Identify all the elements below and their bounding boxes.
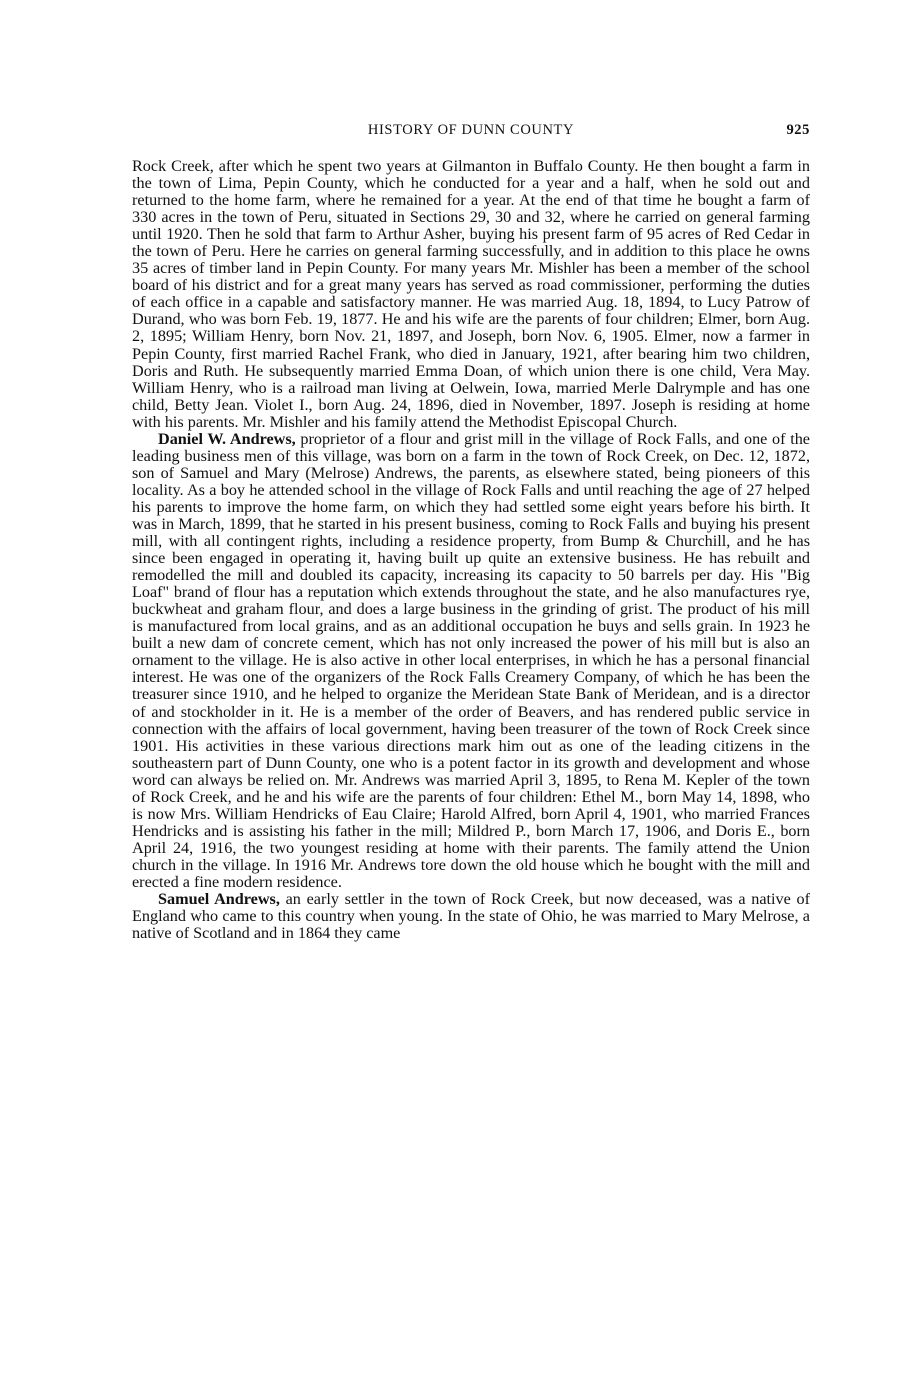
paragraph-text: Rock Creek, after which he spent two years at Gilmanton in Buffalo County. He then bought a farm in the town of Lima, Pepin County, which he conducted for a year and a half, when he sold out and returned to the home farm, where he remained for a year. At the end of that time he bought a farm of 330 acres in the town of Peru, situated in Sections 29, 30 and 32, where he carried on general farming until 1920. Then he sold that farm to Arthur Asher, buying his present farm of 95 acres of Red Cedar in the town of Peru. Here he carries on general farming successfully, and in addition to this place he owns 35 acres of timber land in Pepin County. For many years Mr. Mishler has been a member of the school board of his district and for a great many years has served as road commissioner, performing the duties of each office in a capable and satisfactory manner. He was married Aug. 18, 1894, to Lucy Patrow of Durand, who was born Feb. 19, 1877. He and his wife are the parents of four children; Elmer, born Aug. 2, 1895; William Henry, born Nov. 21, 1897, and Joseph, born Nov. 6, 1905. Elmer, now a farmer in Pepin County, first married Rachel Frank, who died in January, 1921, after bearing him two children, Doris and Ruth. He subsequently married Emma Doan, of which union there is one child, Vera May. William Henry, who is a railroad man living at Oelwein, Iowa, married Merle Dalrymple and has one child, Betty Jean. Violet I., born Aug. 24, 1896, died in November, 1897. Joseph is residing at home with his parents. Mr. Mishler and his family attend the Methodist Episcopal Church. — [132, 157, 810, 431]
paragraph-mishler-continued — [132, 158, 810, 431]
running-head — [132, 122, 810, 142]
biography-name: Samuel Andrews, — [158, 890, 280, 909]
paragraph-text: an early settler in the town of Rock Creek, but now deceased, was a native of England who came to this country when young. In the state of Ohio, he was married to Mary Melrose, a native of Scotland and in 1864 they came — [132, 890, 810, 943]
page-number: 925 — [786, 122, 810, 138]
paragraph-daniel-andrews — [132, 431, 810, 891]
paragraph-samuel-andrews — [132, 891, 810, 942]
paragraph-text: proprietor of a flour and grist mill in the village of Rock Falls, and one of the leading business men of this village, was born on a farm in the town of Rock Creek, on Dec. 12, 1872, son of Samuel and Mary (Melrose) Andrews, the parents, as elsewhere stated, being pioneers of this locality. As a boy he attended school in the village of Rock Falls and until reaching the age of 27 helped his parents to improve the home farm, on which they had settled some eight years before his birth. It was in March, 1899, that he started in his present business, coming to Rock Falls and buying his present mill, with all contingent rights, including a residence property, from Bump & Churchill, and he has since been engaged in operating it, having built up quite an extensive business. He has rebuilt and remodelled the mill and doubled its capacity, increasing its capacity to 50 barrels per day. His "Big Loaf" brand of flour has a reputation which extends throughout the state, and he also manufactures rye, buckwheat and graham flour, and does a large business in the grinding of grist. The product of his mill is manufactured from local grains, and as an additional occupation he buys and sells grain. In 1923 he built a new dam of concrete cement, which has not only increased the power of his mill but is also an ornament to the village. He is also active in other local enterprises, in which he has a personal financial interest. He was one of the organizers of the Rock Falls Creamery Company, of which he has been the treasurer since 1910, and he helped to organize the Meridean State Bank of Meridean, and is a director of and stockholder in it. He is a member of the order of Beavers, and has rendered public service in connection with the affairs of local government, having been treasurer of the town of Rock Creek since 1901. His activities in these various directions mark him out as one of the leading citizens in the southeastern part of Dunn County, one who is a potent factor in its growth and development and whose word can always be relied on. Mr. Andrews was married April 3, 1895, to Rena M. Kepler of the town of Rock Creek, and he and his wife are the parents of four children: Ethel M., born May 14, 1898, who is now Mrs. William Hendricks of Eau Claire; Harold Alfred, born April 4, 1901, who married Frances Hendricks and is assisting his father in the mill; Mildred P., born March 17, 1906, and Doris E., born April 24, 1916, the two youngest residing at home with their parents. The family attend the Union church in the village. In 1916 Mr. Andrews tore down the old house which he bought with the mill and erected a fine modern residence. — [132, 429, 810, 891]
body-text — [132, 158, 810, 942]
running-title: HISTORY OF DUNN COUNTY — [367, 122, 575, 138]
biography-name: Daniel W. Andrews, — [158, 429, 296, 448]
